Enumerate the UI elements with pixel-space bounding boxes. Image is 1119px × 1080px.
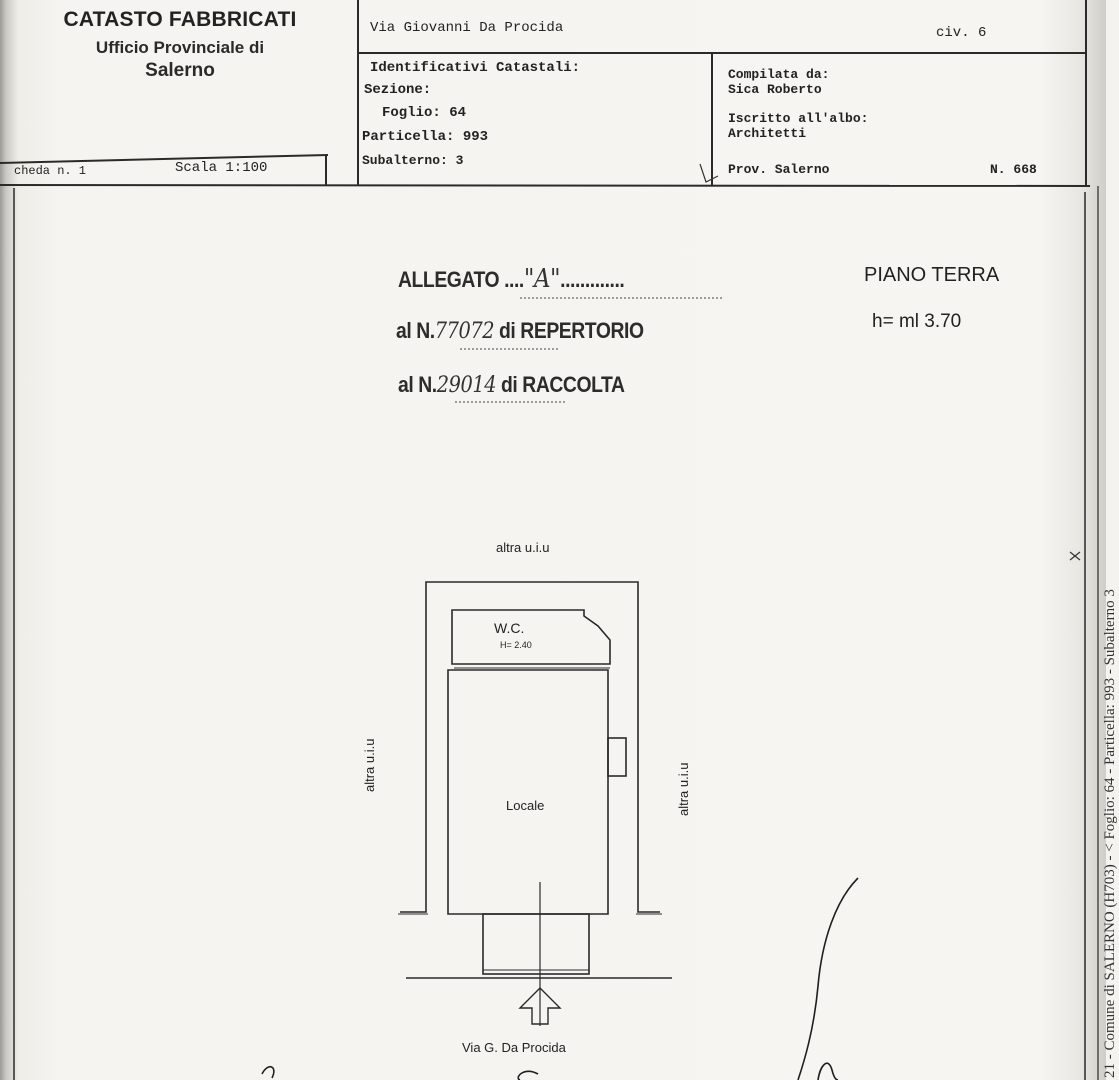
- province-number: N. 668: [990, 162, 1037, 177]
- identificativi-title: Identificativi Catastali:: [370, 60, 581, 76]
- stamp-repertorio-prefix: al N.: [396, 318, 435, 343]
- signature-stroke-1: [798, 878, 858, 1080]
- address-street: Via Giovanni Da Procida: [370, 20, 564, 36]
- margin-marks: [1070, 552, 1080, 560]
- stamp-raccolta-suffix: di RACCOLTA: [501, 372, 625, 397]
- scale-label: Scala 1:100: [175, 160, 268, 176]
- signature-stroke-2: [818, 1063, 838, 1080]
- pen-mark: [700, 164, 718, 182]
- compilata-label: Compilata da:: [728, 67, 830, 82]
- adjacent-unit-left: altra u.i.u: [362, 738, 377, 792]
- stamp-allegato-value: "A": [523, 264, 561, 294]
- identificativi-sezione: Sezione:: [364, 82, 432, 98]
- identificativi-foglio: Foglio: 64: [382, 105, 467, 121]
- entrance-step: [483, 914, 589, 974]
- identificativi-particella: Particella: 993: [362, 129, 489, 145]
- stamp-raccolta-prefix: al N.: [398, 372, 437, 397]
- locale-label: Locale: [506, 798, 545, 813]
- stamp-allegato: [398, 264, 624, 294]
- stamp-repertorio: [396, 318, 644, 344]
- signature-stroke-4: [518, 1071, 538, 1080]
- outer-wall: [400, 582, 660, 912]
- identificativi-subalterno: Subalterno: 3: [362, 153, 464, 168]
- albo-label: Iscritto all'albo:: [728, 111, 869, 126]
- adjacent-unit-top: altra u.i.u: [496, 540, 550, 555]
- office-title: CATASTO FABBRICATI: [63, 8, 297, 31]
- address-civic: civ. 6: [936, 25, 987, 41]
- stamp-allegato-suffix: .............: [560, 267, 625, 292]
- locale-niche: [608, 738, 626, 776]
- stamp-allegato-prefix: ALLEGATO ....: [398, 267, 524, 292]
- compilata-name: Sica Roberto: [728, 82, 822, 97]
- scheda-label: cheda n. 1: [14, 164, 87, 178]
- wc-room: [452, 610, 610, 664]
- office-subtitle: Ufficio Provinciale di: [95, 38, 265, 57]
- stamp-raccolta-value: 29014: [436, 373, 497, 398]
- albo-value: Architetti: [728, 126, 807, 141]
- stamp-raccolta: [398, 372, 625, 398]
- floor-height: h= ml 3.70: [872, 311, 962, 332]
- province-label: Prov. Salerno: [728, 162, 830, 177]
- side-strip-text: 21 - Comune di SALERNO (H703) - < Foglio: 64 - Particella: 993 - Subalterno 3: [1102, 589, 1118, 1078]
- office-block: [30, 8, 330, 82]
- locale-room: [448, 670, 608, 914]
- header-bottom-line: [0, 185, 1090, 186]
- wc-label: W.C.: [494, 620, 525, 636]
- stamp-repertorio-suffix: di REPERTORIO: [499, 318, 644, 343]
- stamp-repertorio-value: 77072: [434, 319, 495, 344]
- office-city: Salerno: [145, 60, 215, 81]
- adjacent-unit-right: altra u.i.u: [676, 762, 691, 816]
- signature-stroke-3: [262, 1067, 274, 1078]
- scheda-top-line: [0, 155, 328, 163]
- wc-height: H= 2.40: [500, 640, 532, 650]
- floor-label: PIANO TERRA: [864, 264, 1000, 286]
- street-label: Via G. Da Procida: [462, 1040, 566, 1055]
